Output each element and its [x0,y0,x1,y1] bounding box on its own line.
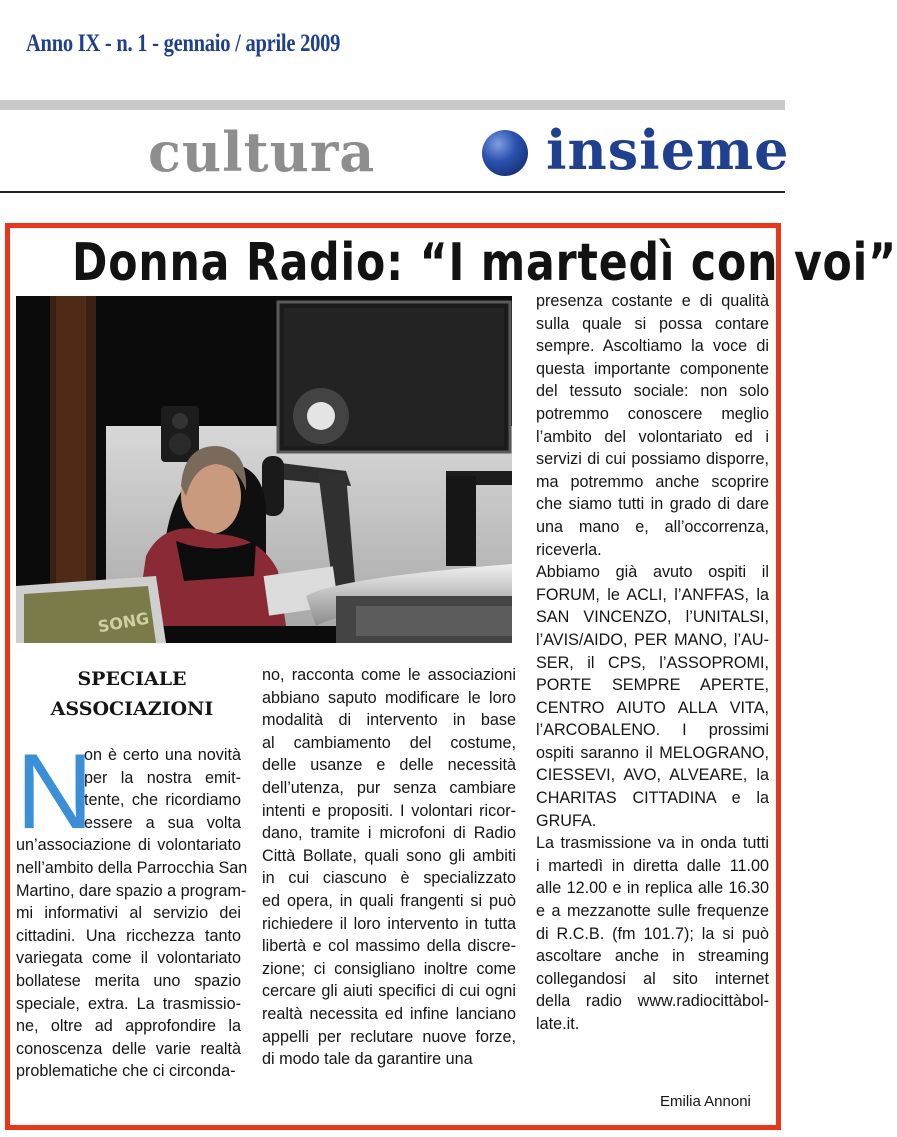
article-line: al cambiamento del costume, [262,733,516,752]
article-line: late.it. [536,1015,580,1033]
article-line: potremmo conoscere meglio [536,404,769,423]
article-column-3 [536,290,769,1036]
article-line: SAN VINCENZO, l’UNITALSI, [536,608,769,627]
article-line: variegata come il volontariato [16,949,241,968]
article-line: SER, il CPS, l’ASSOPROMI, [536,653,769,672]
article-line: libertà e col massimo della discre- [262,937,516,956]
article-line: i martedì in diretta dalle 11.00 [536,856,769,875]
photo-sticker-text: SONG [96,608,151,637]
article-line: tente, che ricordiamo [84,791,241,810]
article-line: no, racconta come le associazioni [262,666,516,684]
article-line: delle usanze e delle necessità [262,756,516,775]
article-line: essere a sua volta [84,813,241,832]
radio-studio-illustration [16,296,512,643]
article-line: ascoltare anche in streaming [536,947,769,966]
article-line: una mano e, all’occorrenza, [536,517,769,536]
article-line: richiedere il loro intervento in tutta [262,914,516,933]
article-line: e a mezzanotte sulle frequenze [536,902,769,921]
article-line: intenti e propositi. I volontari ricor- [262,801,516,820]
article-column-2 [262,664,516,1071]
studio-photo [16,296,512,643]
article-line: speciale, extra. La trasmissio- [16,994,241,1013]
drop-cap: N [16,731,94,851]
article-line: abbiano saputo modificare le loro [262,688,516,707]
article-line: CHARITAS CITTADINA e la [536,789,769,808]
article-line: modalità di intervento in base [262,711,516,730]
article-line: GRUFA. [536,811,597,830]
article-line: l’AVIS/AIDO, PER MANO, l’AU- [536,630,769,649]
subheading [32,664,232,724]
section-title-insieme: insieme [546,118,790,182]
article-line: ma potremmo anche scoprire [536,472,769,491]
subheading-line-2: ASSOCIAZIONI [50,698,214,720]
article-line: Abbiamo già avuto ospiti il [536,563,769,582]
article-line: zione; ci consigliano inoltre come [262,959,516,978]
article-line: PORTE SEMPRE APERTE, [536,676,769,695]
article-line: di R.C.B. (fm 101.7); la si può [536,924,769,943]
article-line: bollatese merita uno spazio [16,971,241,990]
article-line: collegandosi al sito internet [536,969,769,988]
article-line: nell’ambito della Parrocchia San [16,858,248,877]
subheading-line-1: SPECIALE [77,668,187,690]
article-line: La trasmissione va in onda tutti [536,834,769,853]
article-line: un’associazione di volontariato [16,836,241,855]
article-line: alle 12.00 e in replica alle 16.30 [536,879,769,898]
article-line: l’ARCOBALENO. I prossimi [536,721,769,740]
article-line: cittadini. Una ricchezza tanto [16,926,241,945]
article-line: dell’utenza, pur senza cambiare [262,778,516,797]
section-title-cultura: cultura [148,120,376,184]
article-line: del tessuto sociale: non solo [536,382,769,401]
article-line: FORUM, le ACLI, l’ANFFAS, la [536,585,769,604]
header-rule [0,100,785,110]
article-column-1 [16,744,248,1083]
article-line: sempre. Ascoltiamo la voce di [536,337,769,356]
article-line: realtà necessita ed infine lanciano [262,1004,516,1023]
article-line: on è certo una novità [84,746,241,764]
article-line: di modo tale da garantire una [262,1050,473,1069]
headline: Donna Radio: “I martedì con voi” [72,233,897,293]
article-line: ospiti saranno il MELOGRANO, [536,743,769,762]
article-line: conoscenza delle varie realtà [16,1039,241,1058]
section-rule [0,191,785,193]
article-line: problematiche che ci circonda- [16,1062,236,1081]
article-line: questa importante componente [536,359,769,378]
article-line: dano, tramite i microfoni di Radio [262,824,516,843]
article-line: ne, oltre ad approfondire la [16,1017,241,1036]
article-line: Martino, dare spazio a program- [16,881,247,900]
article-line: CENTRO AIUTO ALLA VITA, [536,698,769,717]
article-line: servizi di cui possiamo disporre, [536,450,769,469]
article-line: Città Bollate, quali sono gli ambiti [262,846,516,865]
article-line: della radio www.radiocittàbol- [536,992,769,1011]
author-signature: Emilia Annoni [660,1093,751,1110]
article-line: ed opera, in quali frangenti si può [262,891,516,910]
issue-line: Anno IX - n. 1 - gennaio / aprile 2009 [26,30,341,57]
article-line: per la nostra emit- [84,768,241,787]
article-line: cercare gli aiuti specifici di cui ogni [262,982,516,1001]
article-line: presenza costante e di qualità [536,292,769,310]
article-line: in cui ciascuno è specializzato [262,869,516,888]
article-line: appelli per reclutare nuove forze, [262,1027,516,1046]
bullet-dot-icon [482,130,528,176]
article-line: sulla quale si possa contare [536,314,769,333]
article-line: riceverla. [536,540,602,559]
article-line: che siamo tutti in grado di dare [536,495,769,514]
article-line: mi informativi al servizio dei [16,904,241,923]
article-line: l’ambito del volontariato ed i [536,427,769,446]
article-line: CIESSEVI, AVO, ALVEARE, la [536,766,769,785]
